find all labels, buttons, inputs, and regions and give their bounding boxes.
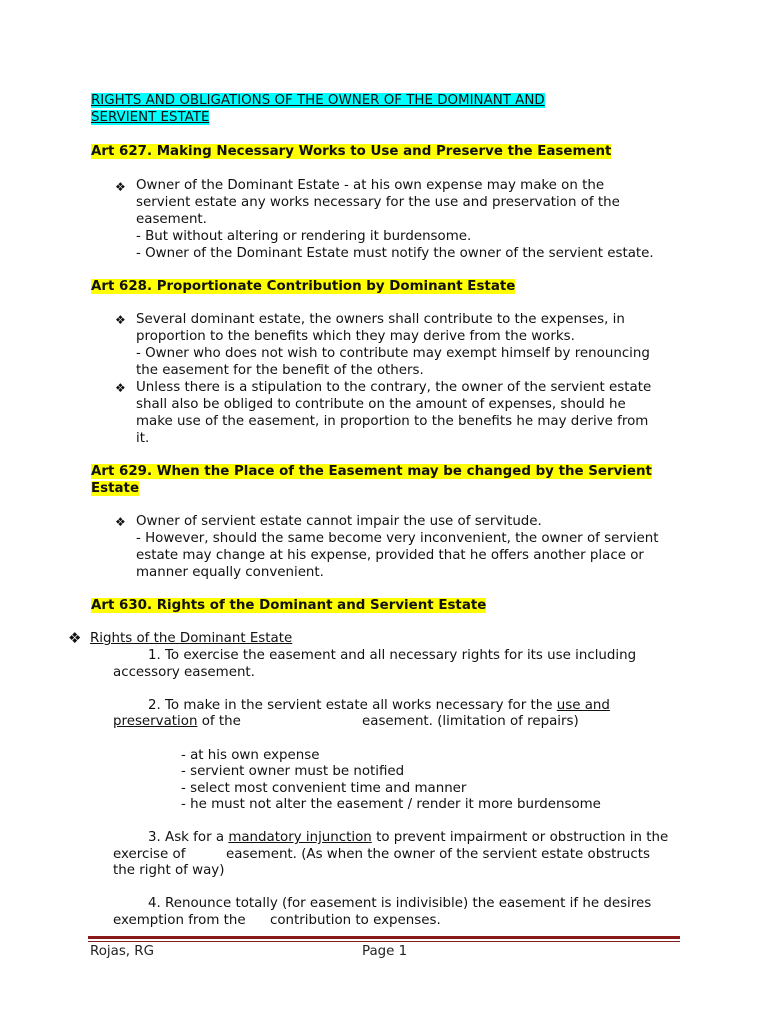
art-629-title-line-1: Art 629. When the Place of the Easement may be changed by the Servient [91,464,652,479]
item-1-line: accessory easement. [113,665,255,680]
rights-dominant-subheading: Rights of the Dominant Estate [90,631,293,646]
art-629-title-wrap [91,464,652,481]
bullet-icon: ❖ [68,629,82,647]
item-3-text: 3. Ask for a [148,830,229,845]
art-630-title-wrap [91,598,486,615]
footer-author: Rojas, RG [90,944,154,959]
art-630-title: Art 630. Rights of the Dominant and Servient Estate [91,598,487,613]
item-4-text: 4. Renounce totally (for easement is indivisible) the easement if he desires [148,896,652,911]
item-2-text: easement. (limitation of repairs) [362,714,579,729]
item-4-text: exemption from the [113,913,246,928]
item-2-sub: - he must not alter the easement / render it more burdensome [181,797,601,812]
item-3-line [148,830,668,847]
art-629-title-wrap-2 [91,481,139,498]
art-629-bullet-line: - However, should the same become very inconvenient, the owner of servient [136,531,659,546]
art-629-bullet-line: Owner of servient estate cannot impair the use of servitude. [136,514,542,529]
bullet-icon: ❖ [115,313,126,327]
art-628-bullet1-line: proportion to the benefits which they may derive from the works. [136,329,575,344]
item-2-text: 2. To make in the servient estate all works necessary for the [148,698,557,713]
art-627-title-wrap [91,144,611,161]
heading-line-2-wrap [91,110,209,127]
art-627-bullet-line: Owner of the Dominant Estate - at his own expense may make on the [136,178,605,193]
document-heading [91,93,545,110]
heading-line-2: SERVIENT ESTATE [91,110,210,125]
art-629-bullet-line: estate may change at his expense, provided that he offers another place or [136,548,644,563]
footer-page-number: Page 1 [362,944,408,959]
item-2-sub: - select most convenient time and manner [181,781,467,796]
art-628-bullet2-line: shall also be obliged to contribute on the amount of expenses, should he [136,397,626,412]
art-628-title-wrap [91,279,515,296]
bullet-icon: ❖ [115,515,126,529]
item-3-underlined: mandatory injunction [228,830,372,845]
item-2-line-2 [113,714,241,731]
art-627-bullet-line: servient estate any works necessary for the use and preservation of the [136,195,620,210]
art-628-title: Art 628. Proportionate Contribution by Dominant Estate [91,279,516,294]
art-628-bullet2-line: make use of the easement, in proportion to the benefits he may derive from [136,414,649,429]
art-628-bullet1-line: Several dominant estate, the owners shall contribute to the expenses, in [136,312,625,327]
item-2-sub: - at his own expense [181,748,320,763]
footer-rule-thick [88,936,680,939]
art-627-bullet-line: - But without altering or rendering it burdensome. [136,229,472,244]
bullet-icon: ❖ [115,180,126,194]
item-3-text: exercise of [113,847,186,862]
item-2-underlined: use and [556,698,610,713]
art-627-bullet-line: - Owner of the Dominant Estate must notify the owner of the servient estate. [136,246,654,261]
art-629-title-line-2: Estate [91,481,140,496]
item-3-text: the right of way) [113,863,225,878]
art-627-bullet-line: easement. [136,212,207,227]
art-628-bullet2-line: Unless there is a stipulation to the contrary, the owner of the servient estate [136,380,652,395]
item-1-line: 1. To exercise the easement and all necessary rights for its use including [148,648,637,663]
footer-rule-thin [88,941,680,942]
art-627-title: Art 627. Making Necessary Works to Use and Preserve the Easement [91,144,612,159]
bullet-icon: ❖ [115,381,126,395]
item-2-text: of the [197,714,241,729]
heading-line-1: RIGHTS AND OBLIGATIONS OF THE OWNER OF THE DOMINANT AND [91,93,545,108]
item-3-text: to prevent impairment or obstruction in the [371,830,669,845]
item-2-sub: - servient owner must be notified [181,764,405,779]
item-2-line [148,698,610,715]
art-629-bullet-line: manner equally convenient. [136,565,324,580]
item-2-underlined: preservation [113,714,198,729]
art-628-bullet2-line: it. [136,431,150,446]
item-4-text: contribution to expenses. [270,913,441,928]
art-628-bullet1-line: - Owner who does not wish to contribute may exempt himself by renouncing [136,346,650,361]
item-3-text: easement. (As when the owner of the servient estate obstructs [226,847,651,862]
art-628-bullet1-line: the easement for the benefit of the others. [136,363,424,378]
